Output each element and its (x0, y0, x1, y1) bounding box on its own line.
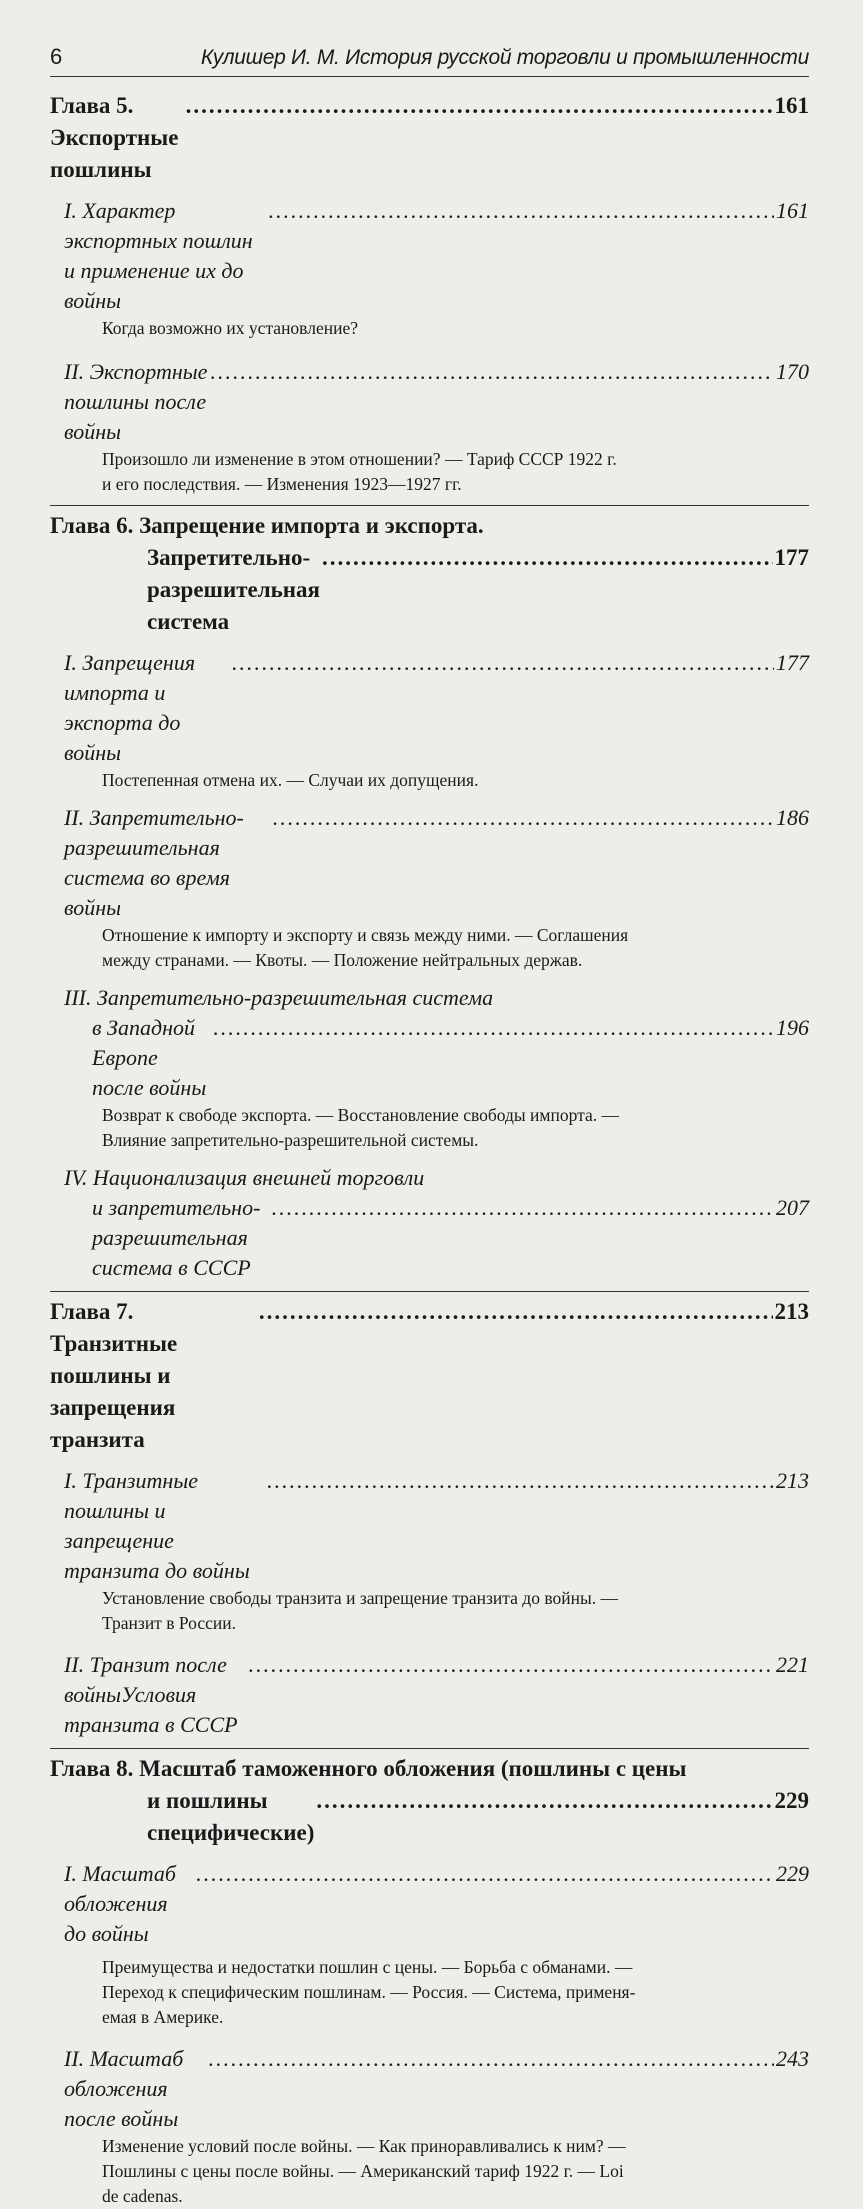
chapter-title: Глава 8. Масштаб таможенного обложения (пошлины с цены и пошлины специфические) ..... 229 (50, 1753, 809, 1849)
chapter-title: Глава 7. Транзитные пошлины и запрещения транзита ..... 213 (50, 1296, 809, 1456)
section: II. Экспортные пошлины после войны ..... 170 Произошло ли изменение в этом отношении? — Тариф СССР 1922 г. и его последствия. — Изменения 1923—1927 гг. (64, 357, 809, 497)
page-ref: 161 (774, 93, 809, 118)
running-title: Кулишер И. М. История русской торговли и промышленности (200, 46, 809, 69)
section: II. Транзит после войныУсловия транзита в СССР ..... 221 (64, 1650, 809, 1740)
chapter-title: Глава 5. Экспортные пошлины ..... 161 (50, 90, 809, 186)
section: I. Запрещения импорта и экспорта до войны ..... 177 Постепенная отмена их. — Случаи их допущения. (64, 648, 809, 793)
page-number: 6 (50, 44, 63, 69)
chapter-6 (50, 510, 809, 1292)
section: I. Транзитные пошлины и запрещение транзита до войны ..... 213 Установление свободы транзита и запрещение транзита до войны. — Транзит в России. (64, 1466, 809, 1636)
page-header (50, 36, 809, 77)
chapter-title: Глава 6. Запрещение импорта и экспорта. Запретительно-разрешительная система ..... 177 (50, 510, 809, 638)
page-ref: 177 (774, 545, 809, 570)
table-of-contents (50, 90, 809, 2209)
section: IV. Национализация внешней торговли и запретительно-разрешительная система в СССР ..... 207 (64, 1163, 809, 1283)
chapter-5 (50, 90, 809, 506)
chapter-7 (50, 1296, 809, 1749)
divider (50, 505, 809, 506)
section: II. Масштаб обложения после войны ..... 243 Изменение условий после войны. — Как приноравливались к ним? — Пошлины с цены после войны. — Американский тариф 1922 г. — Loi de cadenas. (64, 2044, 809, 2209)
section: II. Запретительно-разрешительная система во время войны ..... 186 Отношение к импорту и экспорту и связь между ними. — Соглашения между странами. — Квоты. — Положение нейтральных держав. (64, 803, 809, 973)
section: I. Характер экспортных пошлин и применение их до войны ..... 161 Когда возможно их установление? (64, 196, 809, 341)
divider (50, 1748, 809, 1749)
page-ref: 213 (774, 1299, 809, 1324)
section: I. Масштаб обложения до войны ..... 229 Преимущества и недостатки пошлин с цены. — Борьба с обманами. — Переход к специфическим пошлинам. — Россия. — Система, применя- емая в Америке. (64, 1859, 809, 2030)
chapter-8 (50, 1753, 809, 2209)
section: III. Запретительно-разрешительная система в Западной Европе после войны ..... 196 Возврат к свободе экспорта. — Восстановление свободы импорта. — Влияние запретительно-разрешительной системы. (64, 983, 809, 1153)
divider (50, 1291, 809, 1292)
page-ref: 229 (774, 1788, 809, 1813)
